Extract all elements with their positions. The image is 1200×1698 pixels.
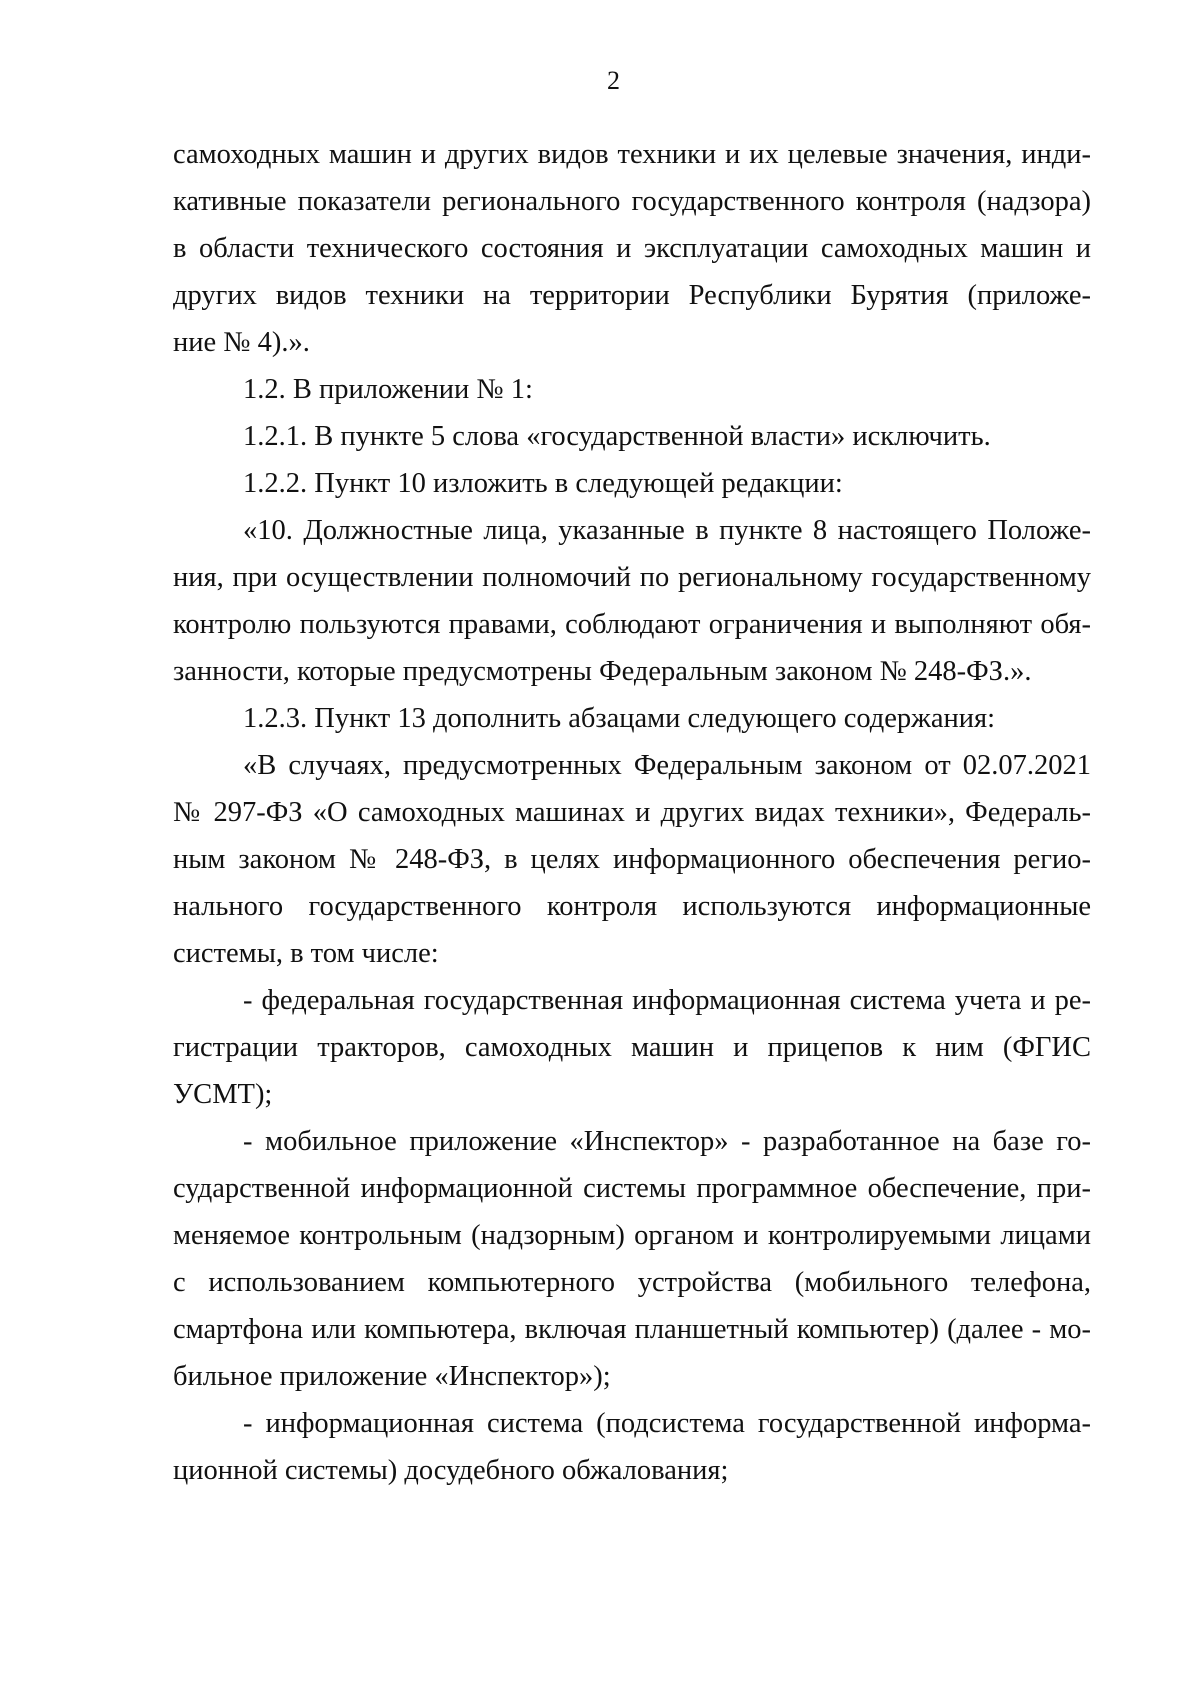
text-line: «10. Должностные лица, указанные в пункте 8 настоящего Положе- [243, 515, 1091, 546]
text-line: УСМТ); [173, 1079, 273, 1110]
text-line: нального государственного контроля используются информационные [173, 891, 1091, 922]
text-line: занности, которые предусмотрены Федеральным законом № 248-ФЗ.». [173, 656, 1032, 687]
text-line: - информационная система (подсистема государственной информа- [243, 1408, 1091, 1439]
text-line: в области технического состояния и эксплуатации самоходных машин и [173, 233, 1091, 264]
text-line: - мобильное приложение «Инспектор» - разработанное на базе го- [243, 1126, 1091, 1157]
text-line: 1.2.3. Пункт 13 дополнить абзацами следующего содержания: [243, 703, 996, 734]
text-line: смартфона или компьютера, включая планшетный компьютер) (далее - мо- [173, 1314, 1091, 1345]
text-line: 1.2.2. Пункт 10 изложить в следующей редакции: [243, 468, 843, 499]
text-line: кативные показатели регионального государственного контроля (надзора) [173, 186, 1091, 217]
text-line: системы, в том числе: [173, 938, 439, 969]
text-line: № 297-ФЗ «О самоходных машинах и других видах техники», Федераль- [173, 797, 1091, 828]
text-line: - федеральная государственная информационная система учета и ре- [243, 985, 1091, 1016]
text-line: с использованием компьютерного устройства (мобильного телефона, [173, 1267, 1091, 1298]
text-line: сударственной информационной системы программное обеспечение, при- [173, 1173, 1091, 1204]
text-line: контролю пользуются правами, соблюдают ограничения и выполняют обя- [173, 609, 1091, 640]
text-line: ным законом № 248-ФЗ, в целях информационного обеспечения регио- [173, 844, 1091, 875]
text-line: меняемое контрольным (надзорным) органом и контролируемыми лицами [173, 1220, 1091, 1251]
page-number: 2 [607, 66, 620, 95]
text-line: гистрации тракторов, самоходных машин и прицепов к ним (ФГИС [173, 1032, 1091, 1063]
text-line: ния, при осуществлении полномочий по региональному государственному [173, 562, 1091, 593]
text-line: 1.2. В приложении № 1: [243, 374, 533, 405]
text-line: других видов техники на территории Республики Бурятия (приложе- [173, 280, 1091, 311]
text-line: ционной системы) досудебного обжалования; [173, 1455, 729, 1486]
document-body [173, 131, 1091, 1494]
text-line: бильное приложение «Инспектор»); [173, 1361, 611, 1392]
text-line: самоходных машин и других видов техники и их целевые значения, инди- [173, 139, 1091, 170]
text-line: «В случаях, предусмотренных Федеральным законом от 02.07.2021 [243, 750, 1091, 781]
text-line: 1.2.1. В пункте 5 слова «государственной власти» исключить. [243, 421, 991, 452]
text-line: ние № 4).». [173, 327, 310, 358]
